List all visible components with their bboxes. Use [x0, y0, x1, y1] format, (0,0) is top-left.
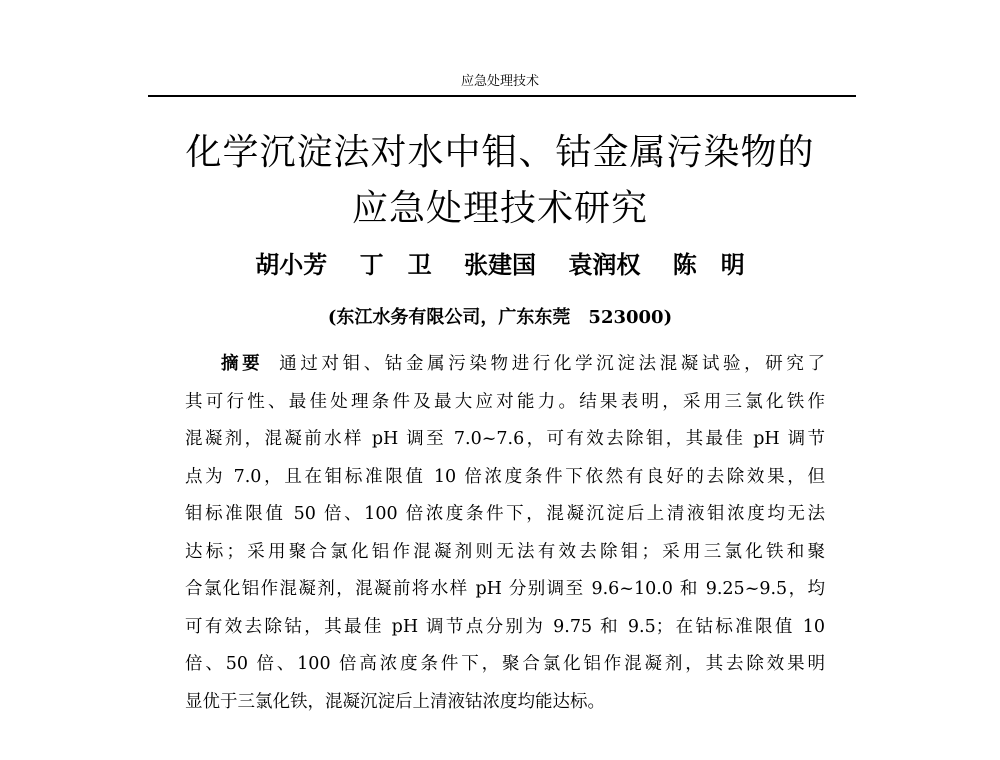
author: 张建国 [464, 250, 536, 279]
running-header: 应急处理技术 [460, 74, 539, 89]
author-list [0, 245, 1000, 285]
title-line-2: 应急处理技术研究 [351, 188, 648, 229]
author: 丁 卫 [359, 250, 432, 279]
abstract-line: 显优于三氯化铁，混凝沉淀后上清液钴浓度均能达标。 [185, 691, 605, 712]
affiliation: (东江水务有限公司，广东东莞 523000) [327, 307, 673, 328]
abstract-line: 倍、50 倍、100 倍高浓度条件下，聚合氯化铝作混凝剂，其去除效果明 [185, 654, 825, 674]
abstract-line: 混凝剂，混凝前水样 pH 调至 7.0~7.6，可有效去除钼，其最佳 pH 调节 [185, 429, 825, 449]
paper-title [0, 125, 1000, 237]
abstract [185, 346, 825, 721]
abstract-line: 其可行性、最佳处理条件及最大应对能力。结果表明，采用三氯化铁作 [185, 391, 825, 412]
abstract-line: 摘要 通过对钼、钴金属污染物进行化学沉淀法混凝试验，研究了 [221, 354, 826, 374]
author: 袁润权 [568, 250, 641, 279]
author: 陈 明 [672, 250, 745, 279]
header-rule [148, 95, 856, 97]
abstract-line: 钼标准限值 50 倍、100 倍浓度条件下，混凝沉淀后上清液钼浓度均无法 [185, 504, 825, 524]
abstract-line: 达标；采用聚合氯化铝作混凝剂则无法有效去除钼；采用三氯化铁和聚 [185, 541, 825, 562]
abstract-label: 摘要 [221, 354, 264, 374]
abstract-line: 合氯化铝作混凝剂，混凝前将水样 pH 分别调至 9.6~10.0 和 9.25~9.5，均 [185, 579, 825, 599]
abstract-line: 可有效去除钴，其最佳 pH 调节点分别为 9.75 和 9.5；在钴标准限值 10 [185, 616, 825, 637]
title-line-1: 化学沉淀法对水中钼、钴金属污染物的 [185, 132, 815, 173]
author: 胡小芳 [255, 250, 328, 279]
abstract-line: 点为 7.0，且在钼标准限值 10 倍浓度条件下依然有良好的去除效果，但 [185, 466, 825, 487]
